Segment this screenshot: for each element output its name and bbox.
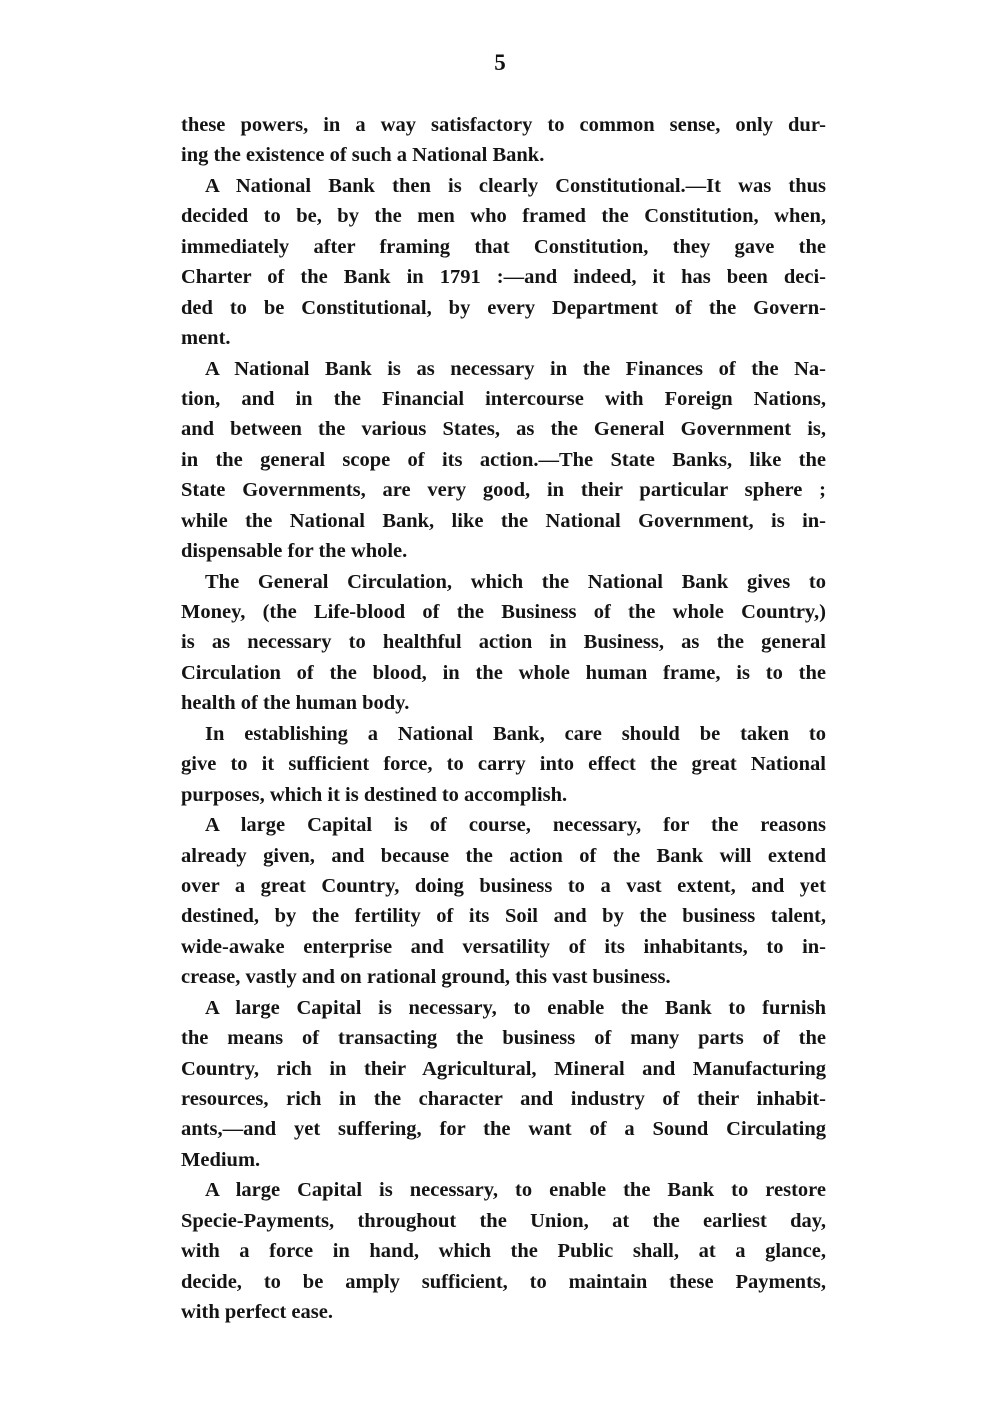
text-line: in the general scope of its action.—The State Banks, like the xyxy=(181,448,826,471)
paragraph xyxy=(181,110,826,171)
text-line: purposes, which it is destined to accomplish. xyxy=(181,783,568,806)
text-line: ment. xyxy=(181,327,231,350)
text-line: tion, and in the Financial intercourse with Foreign Nations, xyxy=(181,387,826,410)
text-line: destined, by the fertility of its Soil and by the business talent, xyxy=(181,905,826,928)
text-line: A large Capital is of course, necessary, for the reasons xyxy=(205,814,826,837)
text-line: wide-awake enterprise and versatility of its inhabitants, to in- xyxy=(181,935,826,958)
text-line: these powers, in a way satisfactory to common sense, only dur- xyxy=(181,114,826,136)
text-line: already given, and because the action of the Bank will extend xyxy=(181,844,826,867)
text-line: A National Bank then is clearly Constitutional.—It was thus xyxy=(205,174,826,197)
text-line: A large Capital is necessary, to enable the Bank to furnish xyxy=(205,996,826,1019)
text-line: with a force in hand, which the Public shall, at a glance, xyxy=(181,1240,826,1263)
paragraph xyxy=(181,171,826,354)
paragraph xyxy=(181,993,826,1176)
paragraph xyxy=(181,1175,826,1327)
text-line: Circulation of the blood, in the whole human frame, is to the xyxy=(181,661,826,684)
text-line: A National Bank is as necessary in the Finances of the Na- xyxy=(205,357,826,380)
text-line: ants,—and yet suffering, for the want of a Sound Circulating xyxy=(181,1118,826,1141)
text-line: Specie-Payments, throughout the Union, at the earliest day, xyxy=(181,1209,826,1232)
paragraph xyxy=(181,810,826,993)
text-line: ing the existence of such a National Bank. xyxy=(181,144,545,167)
text-line: give to it sufficient force, to carry into effect the great National xyxy=(181,753,826,776)
text-line: health of the human body. xyxy=(181,692,410,715)
text-line: A large Capital is necessary, to enable the Bank to restore xyxy=(205,1179,826,1202)
text-line: Country, rich in their Agricultural, Mineral and Manufacturing xyxy=(181,1057,826,1080)
text-line: over a great Country, doing business to a vast extent, and yet xyxy=(181,874,826,897)
page-number: 5 xyxy=(494,50,506,75)
text-line: In establishing a National Bank, care should be taken to xyxy=(205,722,826,745)
text-line: the means of transacting the business of many parts of the xyxy=(181,1027,826,1050)
text-line: dispensable for the whole. xyxy=(181,540,408,563)
text-line: is as necessary to healthful action in Business, as the general xyxy=(181,631,826,654)
paragraph xyxy=(181,354,826,567)
paragraph xyxy=(181,567,826,719)
text-line: The General Circulation, which the National Bank gives to xyxy=(205,570,826,593)
text-line: Medium. xyxy=(181,1148,261,1171)
text-line: ded to be Constitutional, by every Department of the Govern- xyxy=(181,296,826,319)
text-line: immediately after framing that Constitution, they gave the xyxy=(181,235,826,258)
body-text xyxy=(181,110,826,1328)
text-line: resources, rich in the character and industry of their inhabit- xyxy=(181,1088,826,1110)
text-line: and between the various States, as the General Government is, xyxy=(181,418,826,441)
text-line: State Governments, are very good, in their particular sphere ; xyxy=(181,479,826,502)
text-line: decided to be, by the men who framed the Constitution, when, xyxy=(181,205,826,228)
text-line: Money, (the Life-blood of the Business of the whole Country,) xyxy=(181,601,826,623)
text-line: crease, vastly and on rational ground, this vast business. xyxy=(181,966,671,989)
text-line: decide, to be amply sufficient, to maintain these Payments, xyxy=(181,1270,826,1293)
text-line: while the National Bank, like the National Government, is in- xyxy=(181,509,826,532)
text-line: with perfect ease. xyxy=(181,1301,333,1324)
text-line: Charter of the Bank in 1791 :—and indeed, it has been deci- xyxy=(181,266,826,289)
paragraph xyxy=(181,719,826,810)
